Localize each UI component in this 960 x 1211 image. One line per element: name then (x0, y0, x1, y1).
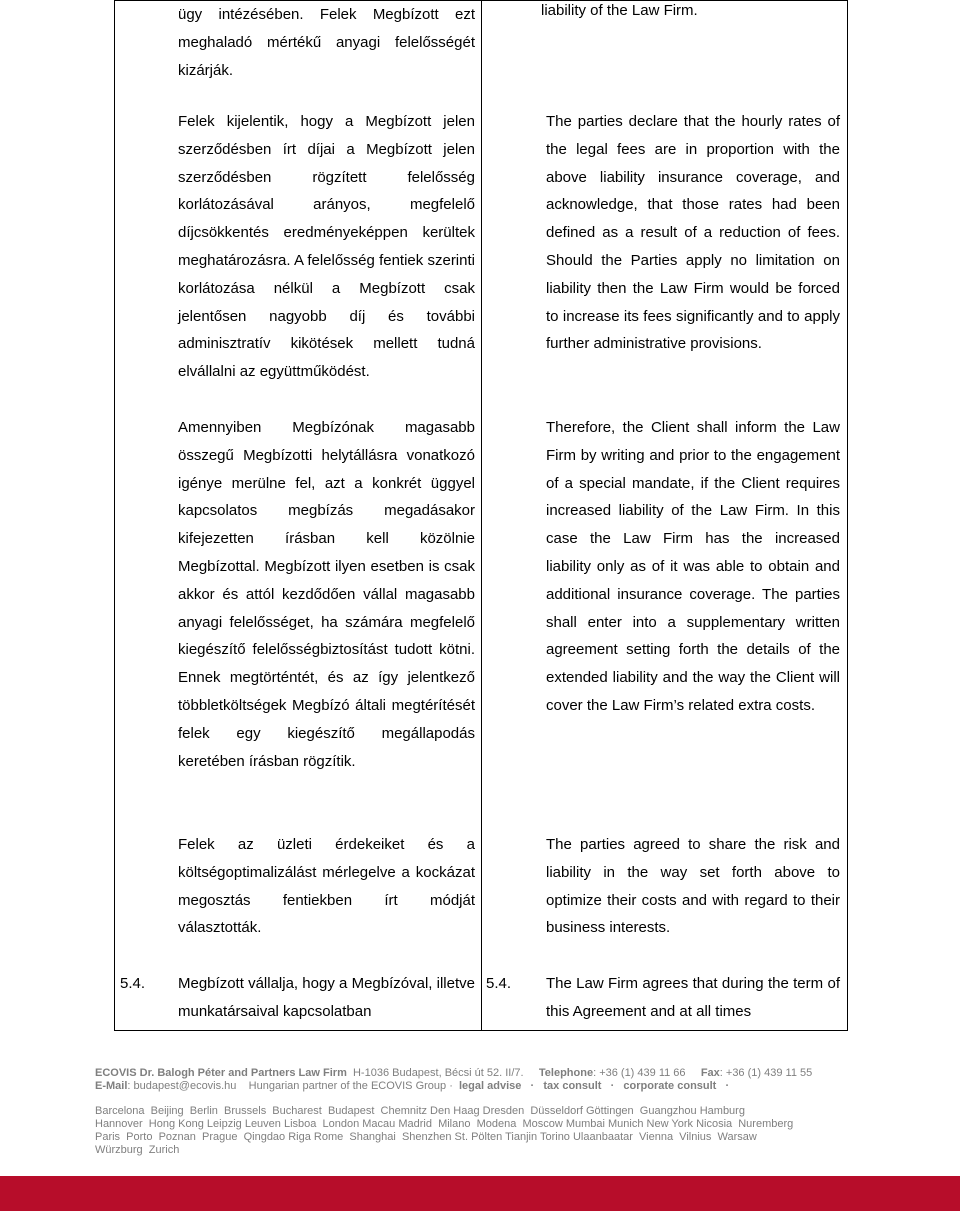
footer-cities-line-2: Hannover Hong Kong Leipzig Leuven Lisboa London Macau Madrid Milano Modena Moscow Mumbai Munich New York Nicosia Nuremberg (95, 1118, 794, 1130)
column-divider (481, 0, 482, 1031)
right-paragraph-2: The parties declare that the hourly rates of the legal fees are in proportion with the above liability insurance coverage, and acknowledge, that those rates had been defined as a result of a reduction of fees. Should the Parties apply no limitation on liability then the Law Firm would be forced to increase its fees significantly and to apply further administrative provisions. (546, 113, 840, 353)
right-paragraph-5: The Law Firm agrees that during the term of this Agreement and at all times (546, 975, 840, 1020)
left-paragraph-2: Felek kijelentik, hogy a Megbízott jelen szerződésben írt díjai a Megbízott jelen szerződésben rögzített felelősség korlátozásával arányos, megfelelő díjcsökkentés eredményeképpen kerültek meghatározásra. A felelősség fentiek szerinti korlátozása nélkül a Megbízott csak jelentősen nagyobb díj és további adminisztratív kikötések mellett tudná elvállalni az együttműködést. (178, 113, 475, 381)
footer-email[interactable]: : budapest@ecovis.hu (127, 1080, 237, 1092)
footer-telephone: : +36 (1) 439 11 66 (593, 1067, 686, 1079)
footer-partner-text: Hungarian partner of the ECOVIS Group · (248, 1080, 453, 1092)
footer-services: legal advise · tax consult · corporate consult · (459, 1080, 730, 1092)
footer-fax: : +36 (1) 439 11 55 (719, 1067, 813, 1079)
right-paragraph-4: The parties agreed to share the risk and liability in the way set forth above to optimize their costs and with regard to their business interests. (546, 836, 840, 937)
left-paragraph-1: ügy intézésében. Felek Megbízott ezt meghaladó mértékű anyagi felelősségét kizárják. (178, 6, 475, 79)
footer-cities-line-3: Paris Porto Poznan Prague Qingdao Riga Rome Shanghai Shenzhen St. Pölten Tianjin Torino Ulaanbaatar Vienna Vilnius Warsaw (95, 1131, 757, 1143)
left-paragraph-4: Felek az üzleti érdekeiket és a költségoptimalizálást mérlegelve a kockázat megosztás fentiekben írt módját választották. (178, 836, 475, 937)
brand-color-bar (0, 1176, 960, 1211)
section-number-left: 5.4. (120, 975, 146, 992)
right-paragraph-3: Therefore, the Client shall inform the Law Firm by writing and prior to the engagement of a special mandate, if the Client requires increased liability of the Law Firm. In this case the Law Firm has the increased liability only as of it was able to obtain and additional insurance coverage. The parties shall enter into a supplementary written agreement setting forth the details of the extended liability and the way the Client will cover the Law Firm’s related extra costs. (546, 419, 840, 714)
footer-email-label: E-Mail (95, 1080, 128, 1092)
footer-fax-label: Fax (700, 1067, 720, 1079)
section-number-right: 5.4. (486, 975, 512, 992)
footer-cities (95, 1105, 895, 1157)
footer-address: H-1036 Budapest, Bécsi út 52. II/7. (352, 1067, 524, 1079)
footer-cities-line-1: Barcelona Beijing Berlin Brussels Bucharest Budapest Chemnitz Den Haag Dresden Düsseldorf Göttingen Guangzhou Hamburg (95, 1105, 745, 1117)
footer-contact (95, 1067, 895, 1093)
left-paragraph-3: Amennyiben Megbízónak magasabb összegű Megbízotti helytállásra vonatkozó igénye merülne fel, azt a konkrét üggyel kapcsolatos megbízás megadásakor kifejezetten írásban kell közölnie Megbízottal. Megbízott ilyen esetben is csak akkor és attól kezdődően vállal magasabb anyagi felelősséget, ha számára megfelelő kiegészítő felelősségbiztosítást tudott kötni. Ennek megtörténtét, és az így jelentkező többletköltségek Megbízó általi megtérítését felek egy kiegészítő megállapodás keretében írásban rögzítik. (178, 419, 475, 770)
footer-telephone-label: Telephone (538, 1067, 594, 1079)
footer-contact-line-1 (95, 1067, 895, 1080)
right-paragraph-1: liability of the Law Firm. (541, 2, 698, 19)
footer-contact-line-2 (95, 1080, 895, 1093)
footer-firm-name: ECOVIS Dr. Balogh Péter and Partners Law Firm (95, 1067, 347, 1079)
footer-cities-line-4: Würzburg Zurich (95, 1144, 180, 1156)
left-paragraph-5: Megbízott vállalja, hogy a Megbízóval, illetve munkatársaival kapcsolatban (178, 975, 475, 1020)
